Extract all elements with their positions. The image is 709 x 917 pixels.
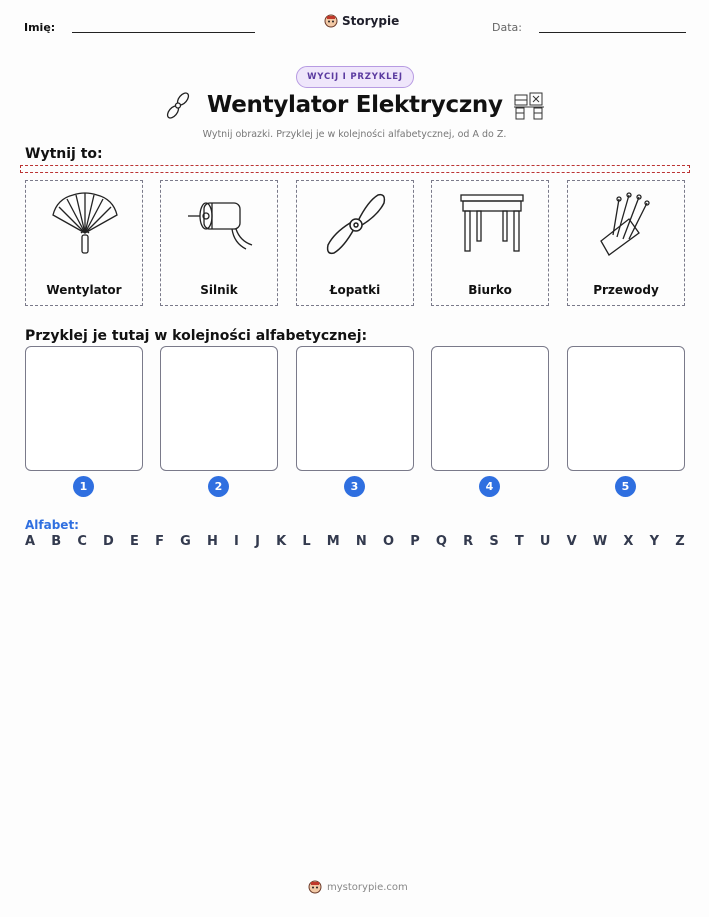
desk-fan-icon bbox=[513, 91, 545, 121]
brand-name: Storypie bbox=[342, 14, 400, 28]
card-label: Łopatki bbox=[329, 283, 381, 297]
alphabet-letter: H bbox=[206, 534, 218, 549]
alphabet-letter: T bbox=[514, 534, 524, 549]
alphabet-letter: S bbox=[489, 534, 499, 549]
alphabet-letter: P bbox=[410, 534, 420, 549]
alphabet-letter: F bbox=[155, 534, 164, 549]
slot-number: 3 bbox=[344, 476, 365, 497]
brand-logo bbox=[324, 14, 399, 28]
alphabet-letter: J bbox=[255, 534, 260, 549]
hand-fan-icon bbox=[45, 189, 125, 259]
cut-card-biurko[interactable] bbox=[431, 180, 549, 306]
motor-icon bbox=[180, 189, 260, 259]
slot-number: 4 bbox=[479, 476, 500, 497]
wires-icon bbox=[587, 189, 667, 259]
cut-card-lopatki[interactable] bbox=[296, 180, 414, 306]
card-label: Przewody bbox=[593, 283, 659, 297]
cut-card-silnik[interactable] bbox=[160, 180, 278, 306]
date-label: Data: bbox=[492, 21, 522, 34]
desk-icon bbox=[451, 189, 531, 259]
card-label: Silnik bbox=[200, 283, 238, 297]
slot-number: 1 bbox=[73, 476, 94, 497]
alphabet-letter: A bbox=[25, 534, 36, 549]
alphabet-letter: B bbox=[51, 534, 62, 549]
instructions: Wytnij obrazki. Przyklej je w kolejności alfabetycznej, od A do Z. bbox=[202, 129, 507, 140]
alphabet-letter: R bbox=[463, 534, 474, 549]
cut-line bbox=[20, 165, 690, 173]
page-title: Wentylator Elektryczny bbox=[207, 92, 503, 118]
slot-number: 5 bbox=[615, 476, 636, 497]
activity-badge: WYCIJ I PRZYKLEJ bbox=[296, 66, 414, 88]
alphabet-letter: Z bbox=[675, 534, 685, 549]
paste-slot-2[interactable] bbox=[160, 346, 278, 471]
alphabet-letter: W bbox=[592, 534, 608, 549]
name-input-line[interactable] bbox=[72, 32, 255, 33]
cut-card-przewody[interactable] bbox=[567, 180, 685, 306]
alphabet-heading: Alfabet: bbox=[25, 518, 79, 532]
alphabet-letter: E bbox=[130, 534, 139, 549]
paste-slot-3[interactable] bbox=[296, 346, 414, 471]
footer-site: mystorypie.com bbox=[327, 881, 408, 893]
alphabet-letter: L bbox=[302, 534, 311, 549]
paste-slot-4[interactable] bbox=[431, 346, 549, 471]
storypie-logo-icon bbox=[324, 14, 338, 28]
alphabet-letter: C bbox=[77, 534, 87, 549]
alphabet-letter: G bbox=[180, 534, 191, 549]
propeller-icon bbox=[316, 189, 396, 259]
alphabet-row bbox=[25, 534, 685, 549]
alphabet-letter: D bbox=[103, 534, 114, 549]
footer bbox=[308, 880, 408, 894]
paste-slot-1[interactable] bbox=[25, 346, 143, 471]
paste-heading: Przyklej je tutaj w kolejności alfabetycznej: bbox=[25, 328, 368, 344]
alphabet-letter: K bbox=[276, 534, 287, 549]
slot-number: 2 bbox=[208, 476, 229, 497]
alphabet-letter: Y bbox=[649, 534, 660, 549]
storypie-logo-icon bbox=[308, 880, 322, 894]
alphabet-letter: Q bbox=[435, 534, 447, 549]
alphabet-letter: M bbox=[326, 534, 340, 549]
alphabet-letter: V bbox=[566, 534, 577, 549]
alphabet-letter: U bbox=[539, 534, 551, 549]
alphabet-letter: N bbox=[355, 534, 367, 549]
paste-slot-5[interactable] bbox=[567, 346, 685, 471]
alphabet-letter: X bbox=[623, 534, 634, 549]
cut-heading: Wytnij to: bbox=[25, 146, 103, 162]
alphabet-letter: O bbox=[382, 534, 395, 549]
propeller-icon bbox=[165, 91, 191, 121]
card-label: Wentylator bbox=[46, 283, 122, 297]
cut-card-wentylator[interactable] bbox=[25, 180, 143, 306]
name-label: Imię: bbox=[24, 21, 56, 34]
card-label: Biurko bbox=[468, 283, 512, 297]
alphabet-letter: I bbox=[234, 534, 239, 549]
date-input-line[interactable] bbox=[539, 32, 686, 33]
